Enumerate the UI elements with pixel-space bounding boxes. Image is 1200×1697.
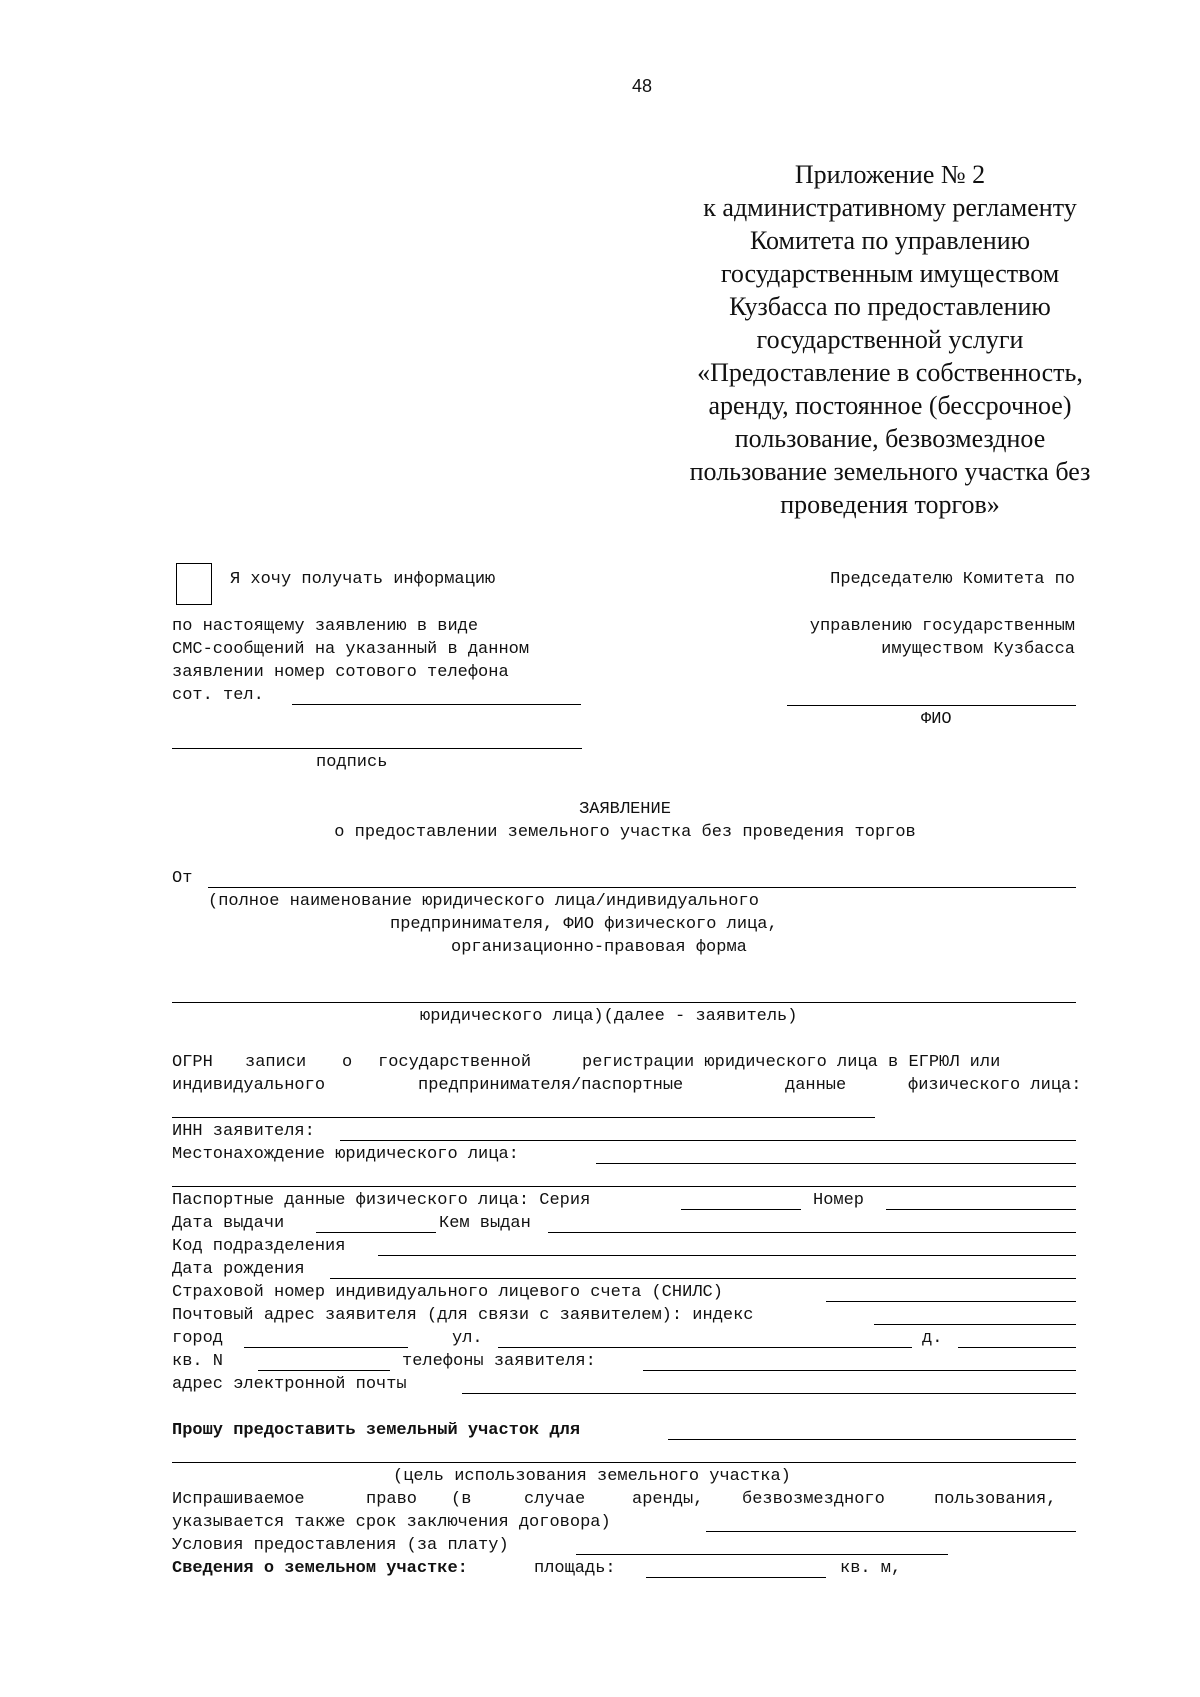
location-field[interactable] [596,1163,1076,1164]
request-purpose-field[interactable] [668,1439,1076,1440]
inn-label: ИНН заявителя: [172,1122,315,1141]
location-label: Местонахождение юридического лица: [172,1145,519,1164]
appendix-line: Комитета по управлению [749,226,1031,255]
statement-title: ЗАЯВЛЕНИЕ [579,800,671,819]
issue-date-field[interactable] [316,1232,436,1233]
ogrn-text: ОГРН [172,1053,213,1072]
right-text: безвозмездного [742,1490,885,1509]
ogrn-text: физического лица: [908,1076,1082,1095]
phone-field[interactable] [292,704,581,705]
appendix-line: пользование, безвозмездное [734,424,1046,453]
sms-text-line: СМС-сообщений на указанный в данном [172,640,530,659]
sms-consent-checkbox[interactable] [176,563,212,605]
appendix-header [650,158,1130,521]
from-field[interactable] [208,887,1076,888]
area-field[interactable] [646,1577,826,1578]
right-text: (в [451,1490,472,1509]
city-label: город [172,1329,224,1348]
sms-consent-label: Я хочу получать информацию [230,570,496,589]
purpose-hint: (цель использования земельного участка) [393,1467,791,1486]
from-hint: организационно-правовая форма [451,938,747,957]
right-text: право [366,1490,418,1509]
passport-label: Паспортные данные физического лица: Серия [172,1191,591,1210]
sms-text-line: заявлении номер сотового телефона [172,663,509,682]
conditions-label: Условия предоставления (за плату) [172,1536,509,1555]
division-code-field[interactable] [378,1255,1076,1256]
signature-field[interactable] [172,748,582,749]
ogrn-text: данные [785,1076,847,1095]
location-field-2[interactable] [172,1186,1076,1187]
appendix-line: пользование земельного участка без [689,457,1091,486]
addressee-line: управлению государственным [809,617,1075,636]
plot-info-label: Сведения о земельном участке: [172,1559,468,1578]
phone-label: сот. тел. [172,686,264,705]
street-label: ул. [452,1329,483,1348]
ogrn-text: государственной [378,1053,532,1072]
ogrn-text: записи [245,1053,307,1072]
city-field[interactable] [244,1347,408,1348]
addressee-line: имуществом Кузбасса [881,640,1075,659]
term-field[interactable] [706,1531,1076,1532]
sms-text-line: по настоящему заявлению в виде [172,617,479,636]
addressee-fio-field[interactable] [787,705,1076,706]
conditions-field[interactable] [576,1554,948,1555]
house-label: д. [922,1329,943,1348]
term-label: указывается также срок заключения договора) [172,1513,611,1532]
appendix-line: проведения торгов» [780,490,1000,519]
ogrn-text: предпринимателя/паспортные [418,1076,684,1095]
division-code-label: Код подразделения [172,1237,346,1256]
appendix-line: «Предоставление в собственность, [697,358,1083,387]
email-label: адрес электронной почты [172,1375,407,1394]
signature-label: подпись [316,753,388,772]
from-hint: юридического лица)(далее - заявитель) [420,1007,798,1026]
ogrn-text: регистрации юридического лица в ЕГРЮЛ или [582,1053,1001,1072]
appendix-line: Кузбасса по предоставлению [729,292,1051,321]
appendix-line: Приложение № 2 [794,160,986,189]
apt-field[interactable] [258,1370,390,1371]
fio-label: ФИО [921,710,952,729]
right-text: Испрашиваемое [172,1490,305,1509]
from-hint: (полное наименование юридического лица/индивидуального [208,892,759,911]
right-text: пользования, [934,1490,1057,1509]
right-text: случае [524,1490,586,1509]
appendix-line: аренду, постоянное (бессрочное) [708,391,1072,420]
page-number: 48 [632,76,653,96]
appendix-line: государственным имуществом [720,259,1060,288]
addressee-line: Председателю Комитета по [830,570,1075,589]
area-label: площадь: [534,1559,616,1578]
issued-by-label: Кем выдан [439,1214,531,1233]
from-label: От [172,869,193,888]
birth-date-field[interactable] [330,1278,1076,1279]
ogrn-field[interactable] [172,1117,875,1118]
passport-number-label: Номер [813,1191,865,1210]
request-label: Прошу предоставить земельный участок для [172,1421,581,1440]
street-field[interactable] [498,1347,912,1348]
snils-label: Страховой номер индивидуального лицевого счета (СНИЛС) [172,1283,723,1302]
passport-number-field[interactable] [886,1209,1076,1210]
from-hint: предпринимателя, ФИО физического лица, [390,915,778,934]
appendix-line: к административному регламенту [703,193,1077,222]
snils-field[interactable] [826,1301,1076,1302]
appendix-line: государственной услуги [756,325,1024,354]
area-unit: кв. м, [840,1559,902,1578]
birth-date-label: Дата рождения [172,1260,305,1279]
passport-series-field[interactable] [681,1209,801,1210]
statement-subtitle: о предоставлении земельного участка без проведения торгов [334,823,916,842]
email-field[interactable] [462,1393,1076,1394]
phones-label: телефоны заявителя: [402,1352,596,1371]
request-purpose-field-2[interactable] [172,1462,1076,1463]
inn-field[interactable] [340,1140,1076,1141]
house-field[interactable] [958,1347,1076,1348]
postal-label: Почтовый адрес заявителя (для связи с заявителем): индекс [172,1306,754,1325]
right-text: аренды, [632,1490,704,1509]
apt-label: кв. N [172,1352,224,1371]
ogrn-text: индивидуального [172,1076,326,1095]
phones-field[interactable] [643,1370,1076,1371]
issued-by-field[interactable] [548,1232,1076,1233]
issue-date-label: Дата выдачи [172,1214,285,1233]
from-field-2[interactable] [172,1002,1076,1003]
postal-index-field[interactable] [874,1324,1076,1325]
ogrn-text: о [342,1053,353,1072]
